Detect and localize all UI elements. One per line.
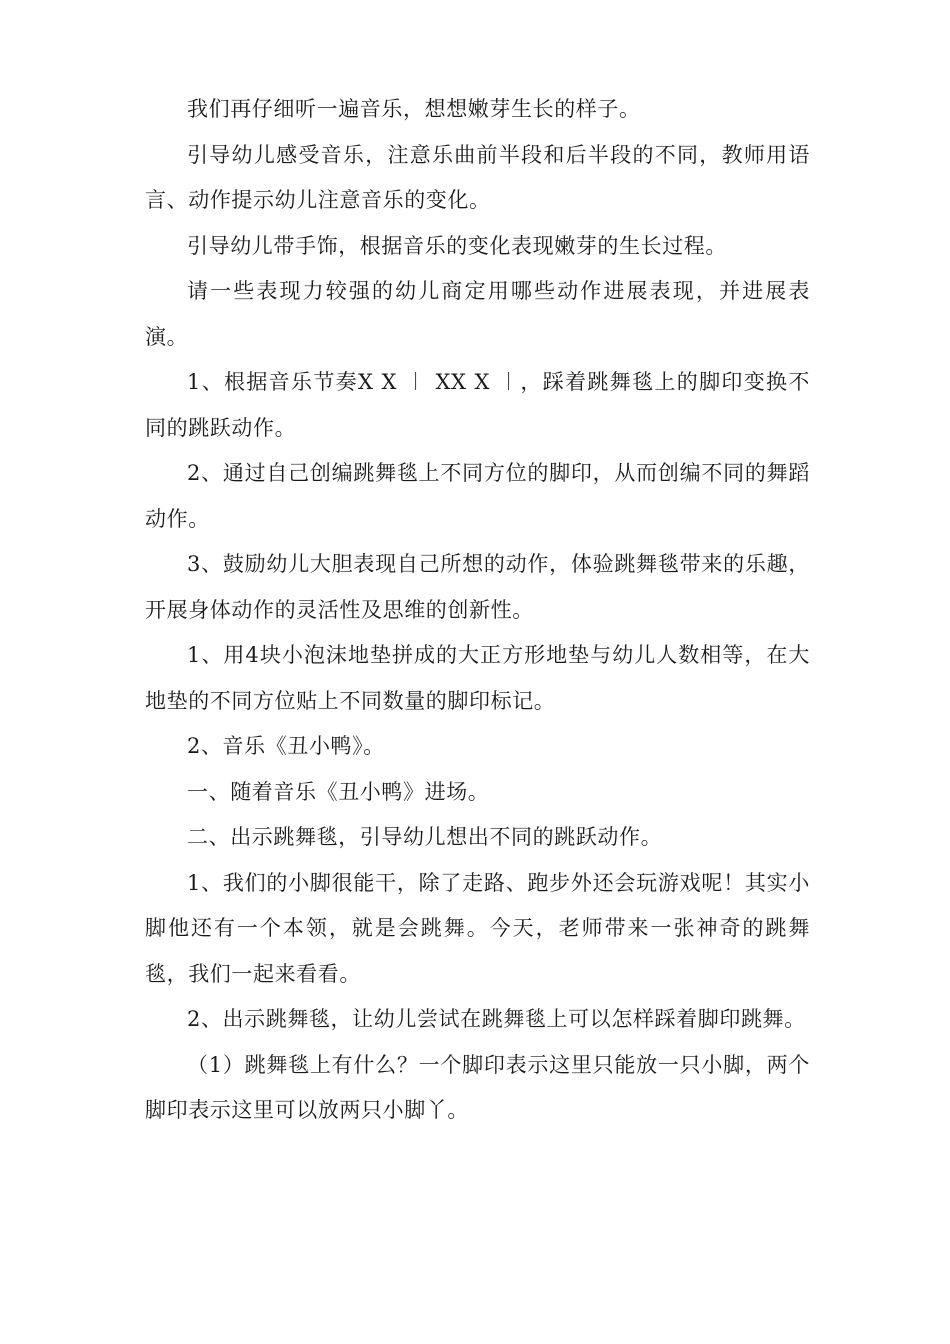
paragraph: 2、通过自己创编跳舞毯上不同方位的脚印，从而创编不同的舞蹈动作。 bbox=[145, 461, 810, 531]
paragraph: 请一些表现力较强的幼儿商定用哪些动作进展表现，并进展表演。 bbox=[145, 279, 810, 349]
paragraph: 2、出示跳舞毯，让幼儿尝试在跳舞毯上可以怎样踩着脚印跳舞。 bbox=[187, 1007, 806, 1031]
paragraph: 我们再仔细听一遍音乐，想想嫩芽生长的样子。 bbox=[187, 97, 641, 121]
paragraph: （1）跳舞毯上有什么？一个脚印表示这里只能放一只小脚，两个脚印表示这里可以放两只小脚丫。 bbox=[145, 1052, 810, 1122]
paragraph: 引导幼儿感受音乐，注意乐曲前半段和后半段的不同，教师用语言、动作提示幼儿注意音乐的变化。 bbox=[145, 142, 810, 212]
paragraph: 1、我们的小脚很能干，除了走路、跑步外还会玩游戏呢！其实小脚他还有一个本领，就是会跳舞。今天，老师带来一张神奇的跳舞毯，我们一起来看看。 bbox=[145, 870, 810, 986]
paragraph: 2、音乐《丑小鸭》。 bbox=[187, 734, 385, 758]
paragraph: 引导幼儿带手饰，根据音乐的变化表现嫩芽的生长过程。 bbox=[187, 233, 727, 258]
paragraph: 一、随着音乐《丑小鸭》进场。 bbox=[187, 779, 490, 804]
document-body bbox=[145, 87, 810, 1134]
paragraph: 1、根据音乐节奏X X ︱ XX X ︱，踩着跳舞毯上的脚印变换不同的跳跃动作。 bbox=[145, 370, 810, 440]
paragraph: 1、用4块小泡沫地垫拼成的大正方形地垫与幼儿人数相等，在大地垫的不同方位贴上不同数量的脚印标记。 bbox=[145, 643, 810, 713]
paragraph: 3、鼓励幼儿大胆表现自己所想的动作，体验跳舞毯带来的乐趣，开展身体动作的灵活性及思维的创新性。 bbox=[145, 552, 810, 622]
paragraph: 二、出示跳舞毯，引导幼儿想出不同的跳跃动作。 bbox=[187, 825, 663, 849]
